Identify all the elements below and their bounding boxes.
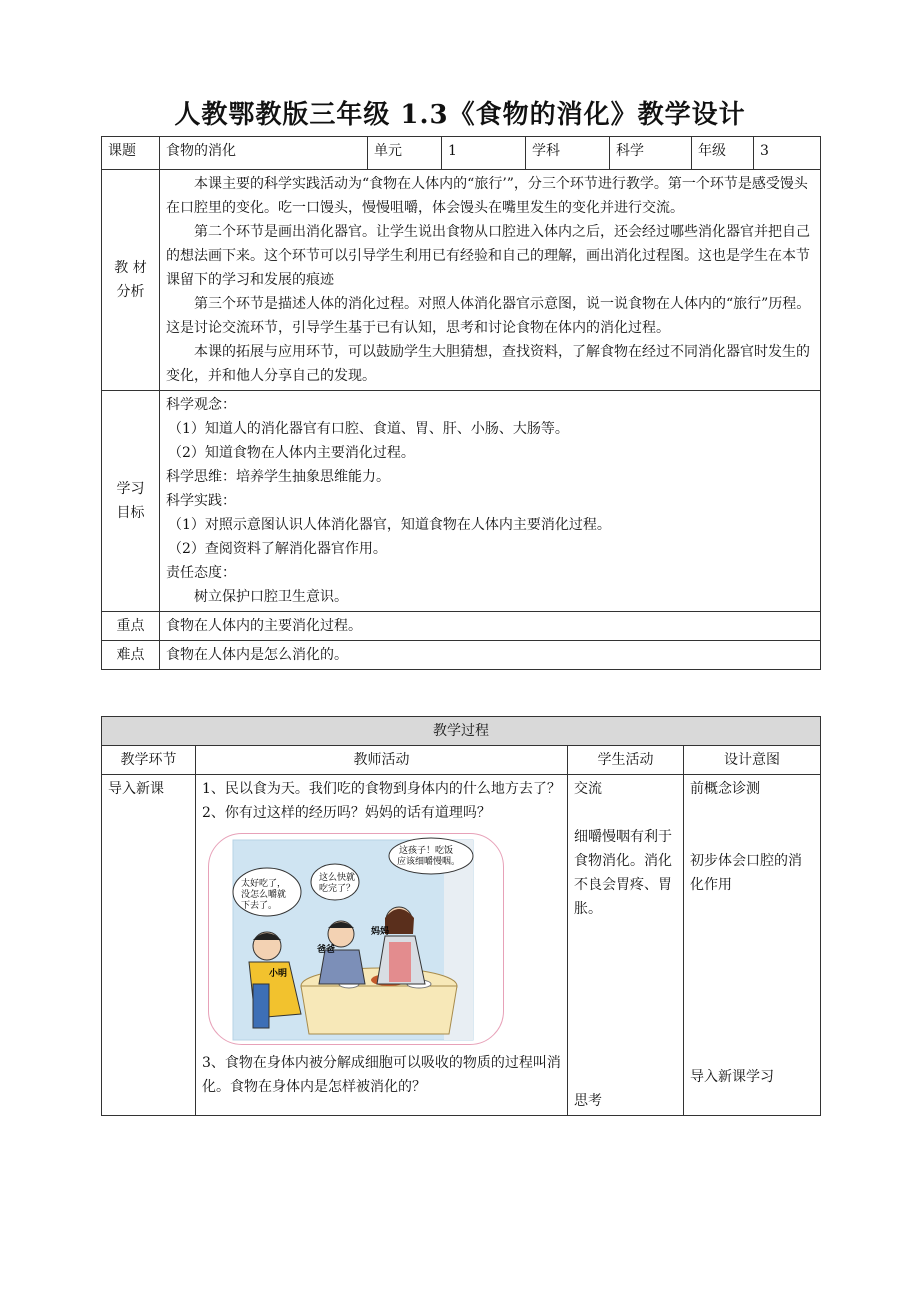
label-ming: 小明 (269, 969, 288, 979)
objective-line: （2）知道食物在人体内主要消化过程。 (168, 445, 415, 461)
page-title: 人教鄂教版三年级 1.3《食物的消化》教学设计 (174, 100, 746, 130)
topic-label: 课题 (102, 137, 160, 170)
objective-line: 科学观念： (166, 397, 236, 413)
topic-value: 食物的消化 (160, 137, 368, 170)
grade-label: 年级 (692, 137, 754, 170)
student-activity: 思考 (574, 1093, 602, 1109)
difficulty-label: 难点 (102, 641, 160, 670)
column-header: 学生活动 (568, 746, 684, 775)
lesson-info-table (101, 136, 821, 670)
bubble-dad-text: 这么快就吃完了？ (319, 873, 356, 894)
unit-value: 1 (442, 137, 526, 170)
student-activity: 交流 (574, 781, 602, 797)
design-intent: 初步体会口腔的消化作用 (690, 853, 802, 893)
teaching-process-table (101, 716, 821, 1116)
design-intent: 前概念诊测 (690, 781, 760, 797)
teacher-step: 3、食物在身体内被分解成细胞可以吸收的物质的过程叫消化。食物在身体内是怎样被消化的？ (202, 1055, 561, 1095)
objective-line: （1）对照示意图认识人体消化器官，知道食物在人体内主要消化过程。 (168, 517, 611, 533)
subject-value: 科学 (610, 137, 692, 170)
objective-line: 责任态度： (166, 565, 236, 581)
column-header: 教师活动 (196, 746, 568, 775)
teacher-activity-cell (196, 775, 568, 1116)
grade-value: 3 (754, 137, 821, 170)
stage-cell: 导入新课 (102, 775, 196, 1116)
column-header: 设计意图 (684, 746, 821, 775)
analysis-paragraph: 本课主要的科学实践活动为“食物在人体内的“旅行’”，分三个环节进行教学。第一个环节是感受馒头在口腔里的变化。吃一口馒头，慢慢咀嚼，体会馒头在嘴里发生的变化并进行交流。 (166, 176, 808, 216)
design-intent-cell (684, 775, 821, 1116)
analysis-paragraph: 第三个环节是描述人体的消化过程。对照人体消化器官示意图，说一说食物在人体内的“旅行”历程。这是讨论交流环节，引导学生基于已有认知，思考和讨论食物在体内的消化过程。 (166, 296, 811, 336)
dinner-illustration (208, 833, 504, 1045)
teacher-step: 2、你有过这样的经历吗？妈妈的话有道理吗？ (202, 805, 491, 821)
analysis-paragraph: 本课的拓展与应用环节，可以鼓励学生大胆猜想，查找资料，了解食物在经过不同消化器官时发生的变化，并和他人分享自己的发现。 (166, 344, 810, 384)
bubble-mom-text: 这孩子！吃饭应该细嚼慢咽。 (397, 846, 461, 867)
key-point-label: 重点 (102, 612, 160, 641)
objectives-label: 学习 目标 (102, 391, 160, 612)
objective-line: （2）查阅资料了解消化器官作用。 (168, 541, 387, 557)
student-activity-cell (568, 775, 684, 1116)
dinner-scene-graphic (209, 834, 503, 1044)
difficulty-text: 食物在人体内是怎么消化的。 (160, 641, 821, 670)
label-dad: 爸爸 (317, 945, 336, 955)
teacher-step: 1、民以食为天。我们吃的食物到身体内的什么地方去了？ (202, 781, 561, 797)
student-activity: 细嚼慢咽有利于食物消化。消化不良会胃疼、胃胀。 (574, 829, 672, 917)
bubble-ming-text: 太好吃了，没怎么嚼就下去了。 (241, 879, 287, 911)
objective-line: 科学实践： (166, 493, 236, 509)
column-header: 教学环节 (102, 746, 196, 775)
analysis-paragraph: 第二个环节是画出消化器官。让学生说出食物从口腔进入体内之后，还会经过哪些消化器官并把自己的想法画下来。这个环节可以引导学生利用已有经验和自己的理解，画出消化过程图。这也是学生在本节课留下的学习和发展的痕迹 (166, 224, 810, 288)
label-mom: 妈妈 (371, 927, 390, 937)
objective-line: 树立保护口腔卫生意识。 (194, 589, 348, 605)
objective-line: （1）知道人的消化器官有口腔、食道、胃、肝、小肠、大肠等。 (168, 421, 569, 437)
subject-label: 学科 (526, 137, 610, 170)
objective-line: 科学思维：培养学生抽象思维能力。 (166, 469, 390, 485)
analysis-content (160, 170, 821, 391)
design-intent: 导入新课学习 (690, 1069, 774, 1085)
objectives-content (160, 391, 821, 612)
unit-label: 单元 (368, 137, 442, 170)
process-title: 教学过程 (102, 717, 821, 746)
analysis-label: 教 材 分析 (102, 170, 160, 391)
key-point-text: 食物在人体内的主要消化过程。 (160, 612, 821, 641)
